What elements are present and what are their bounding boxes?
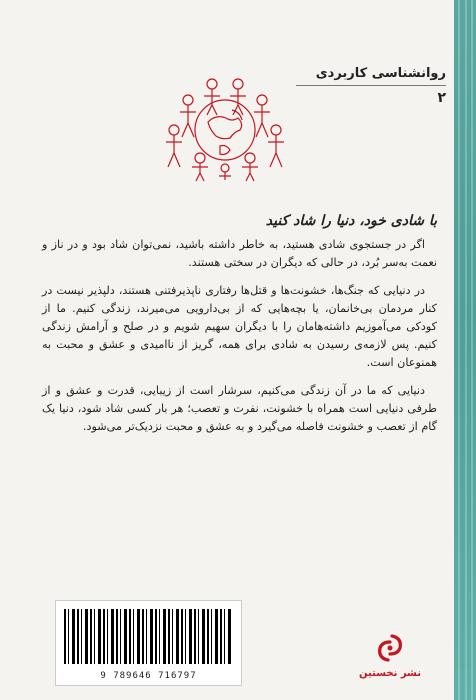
world-circle-of-people-icon xyxy=(150,72,300,184)
publisher-logo-icon xyxy=(370,630,410,666)
series-title: روانشناسی کاربردی xyxy=(315,66,446,81)
blurb-paragraph-1: اگر در جستجوی شادی هستید، به خاطر داشته باشید، نمی‌توان شاد بود و در ناز و نعمت به‌سر بُرد، در حالی که دیگران در سختی هستند. xyxy=(42,238,437,269)
series-divider xyxy=(296,85,446,86)
publisher-name: نشر نخستین xyxy=(359,668,421,679)
publisher-block xyxy=(350,630,430,679)
series-block xyxy=(276,66,446,106)
cover-edge-band xyxy=(454,0,476,700)
blurb-paragraph-2: در دنیایی که جنگ‌ها، خشونت‌ها و قتل‌ها رفتاری ناپذیرفتنی هستند، دلپذیر نیست در کنار مردمان بی‌خانمان، یا بچه‌هایی که از بی‌دارویی می‌میرند، زندگی کنیم. ما از کودکی می‌آموزیم داشته‌هامان را با دیگران سهیم شویم و در صلح و آرامش زندگی کنیم. پس لازمه‌ی رسیدن به شادی برای همه، گریز از ناامیدی و عشق و محبت به همنوعان است. xyxy=(42,284,437,369)
series-number: ۲ xyxy=(437,90,446,106)
isbn-barcode xyxy=(55,600,242,686)
barcode-bars xyxy=(64,609,232,664)
barcode-digits: 9 789646 716797 xyxy=(100,671,197,681)
blurb-paragraph-3: دنیایی که ما در آن زندگی می‌کنیم، سرشار است از زیبایی، قدرت و عشق و از طرفی دنیایی است همراه با خشونت، نفرت و تعصب؛ هر بار کسی شاد شود، دنیا یک گام از تعصب و خشونت فاصله می‌گیرد و به عشق و محبت نزدیک‌تر می‌شود. xyxy=(42,384,437,433)
blurb xyxy=(42,212,437,446)
blurb-headline: با شادی خود، دنیا را شاد کنید xyxy=(265,213,437,229)
